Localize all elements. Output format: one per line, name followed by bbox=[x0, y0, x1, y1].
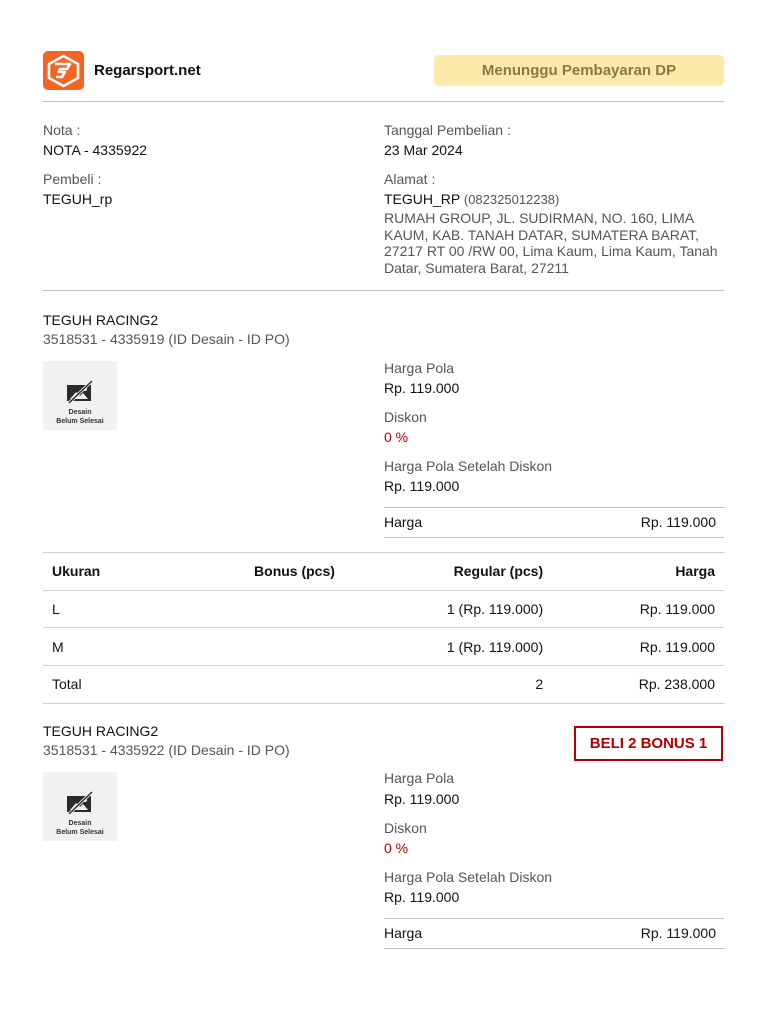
table-cell bbox=[164, 590, 344, 628]
table-cell: 2 bbox=[344, 666, 552, 704]
harga-setelah-diskon-value: Rp. 119.000 bbox=[384, 889, 460, 905]
harga-setelah-diskon-label: Harga Pola Setelah Diskon bbox=[384, 869, 553, 885]
table-cell bbox=[164, 628, 344, 666]
promo-badge: BELI 2 BONUS 1 bbox=[574, 726, 723, 761]
header bbox=[43, 50, 724, 102]
nota-value: NOTA - 4335922 bbox=[43, 142, 148, 158]
diskon-value: 0 % bbox=[384, 429, 409, 445]
image-unavailable-icon bbox=[66, 791, 94, 815]
column-header: Regular (pcs) bbox=[344, 553, 552, 591]
thumbnail-caption-line2: Belum Selesai bbox=[56, 829, 104, 836]
column-header: Harga bbox=[552, 553, 724, 591]
regarsport-logo bbox=[43, 51, 84, 90]
table-cell: Total bbox=[43, 666, 164, 704]
harga-setelah-diskon-value: Rp. 119.000 bbox=[384, 478, 460, 494]
table-cell: M bbox=[43, 628, 164, 666]
item-title: TEGUH RACING2 bbox=[43, 723, 159, 739]
diskon-label: Diskon bbox=[384, 409, 427, 425]
design-thumbnail bbox=[43, 772, 117, 841]
size-table bbox=[43, 552, 724, 704]
table-total-row bbox=[43, 666, 724, 704]
item-title: TEGUH RACING2 bbox=[43, 312, 159, 328]
harga-row bbox=[384, 507, 724, 538]
table-cell: 1 (Rp. 119.000) bbox=[344, 628, 552, 666]
address-recipient bbox=[384, 191, 559, 207]
table-row bbox=[43, 628, 724, 666]
harga-label: Harga bbox=[384, 514, 423, 530]
harga-pola-label: Harga Pola bbox=[384, 360, 455, 376]
table-cell: L bbox=[43, 590, 164, 628]
diskon-value: 0 % bbox=[384, 840, 409, 856]
thumbnail-caption bbox=[43, 819, 117, 837]
image-unavailable-icon bbox=[66, 380, 94, 404]
item-subtitle: 3518531 - 4335919 (ID Desain - ID PO) bbox=[43, 331, 290, 347]
thumbnail-caption-line1: Desain bbox=[68, 409, 92, 416]
date-value: 23 Mar 2024 bbox=[384, 142, 463, 158]
table-cell: Rp. 119.000 bbox=[552, 590, 724, 628]
status-badge: Menunggu Pembayaran DP bbox=[434, 55, 724, 86]
buyer-value: TEGUH_rp bbox=[43, 191, 113, 207]
column-header: Bonus (pcs) bbox=[164, 553, 344, 591]
thumbnail-caption bbox=[43, 408, 117, 426]
harga-pola-label: Harga Pola bbox=[384, 770, 455, 786]
thumbnail-caption-line2: Belum Selesai bbox=[56, 418, 104, 425]
design-thumbnail bbox=[43, 361, 117, 430]
address-text: RUMAH GROUP, JL. SUDIRMAN, NO. 160, LIMA KAUM, KAB. TANAH DATAR, SUMATERA BARAT, 27217 RT 00 /RW 00, Lima Kaum, Lima Kaum, Tanah Datar, Sumatera Barat, 27211 bbox=[384, 210, 718, 276]
date-label: Tanggal Pembelian : bbox=[384, 122, 511, 138]
address-name: TEGUH_RP bbox=[384, 191, 460, 207]
order-info bbox=[43, 114, 724, 291]
harga-pola-value: Rp. 119.000 bbox=[384, 791, 460, 807]
item-subtitle: 3518531 - 4335922 (ID Desain - ID PO) bbox=[43, 742, 290, 758]
harga-pola-value: Rp. 119.000 bbox=[384, 380, 460, 396]
harga-value: Rp. 119.000 bbox=[640, 925, 716, 941]
table-header-row bbox=[43, 553, 724, 591]
thumbnail-caption-line1: Desain bbox=[68, 820, 92, 827]
harga-label: Harga bbox=[384, 925, 423, 941]
brand-name: Regarsport.net bbox=[94, 62, 201, 79]
table-cell: Rp. 119.000 bbox=[552, 628, 724, 666]
logo-mark-icon bbox=[43, 51, 84, 90]
nota-label: Nota : bbox=[43, 122, 81, 138]
column-header: Ukuran bbox=[43, 553, 164, 591]
address-label: Alamat : bbox=[384, 171, 436, 187]
harga-value: Rp. 119.000 bbox=[640, 514, 716, 530]
harga-row bbox=[384, 918, 724, 949]
table-cell: Rp. 238.000 bbox=[552, 666, 724, 704]
buyer-label: Pembeli : bbox=[43, 171, 102, 187]
harga-setelah-diskon-label: Harga Pola Setelah Diskon bbox=[384, 458, 553, 474]
diskon-label: Diskon bbox=[384, 820, 427, 836]
address-phone: (082325012238) bbox=[463, 192, 560, 207]
table-row bbox=[43, 590, 724, 628]
table-cell bbox=[164, 666, 344, 704]
table-cell: 1 (Rp. 119.000) bbox=[344, 590, 552, 628]
